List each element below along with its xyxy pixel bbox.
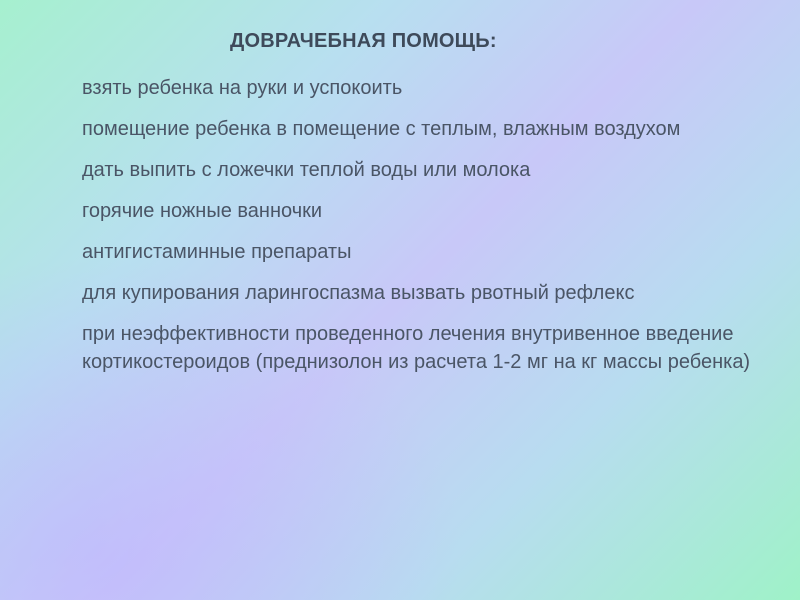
slide-title: ДОВРАЧЕБНАЯ ПОМОЩЬ: (230, 30, 497, 52)
list-item (44, 320, 764, 376)
list-item-text: антигистаминные препараты (82, 241, 352, 263)
list-item-text: дать выпить с ложечки теплой воды или молока (82, 159, 531, 181)
list-item-text: для купирования ларингоспазма вызвать рвотный рефлекс (82, 282, 635, 304)
list-item-text: взять ребенка на руки и успокоить (82, 77, 403, 99)
list-item (44, 279, 764, 307)
list-item (44, 238, 764, 266)
list-item-text: при неэффективности проведенного лечения внутривенное введение кортикостероидов (преднизолон из расчета 1-2 мг на кг массы ребенка) (82, 323, 751, 373)
list-item (44, 197, 764, 225)
first-aid-list (44, 74, 764, 389)
list-item (44, 115, 764, 143)
list-item (44, 74, 764, 102)
list-item-text: помещение ребенка в помещение с теплым, влажным воздухом (82, 118, 681, 140)
list-item-text: горячие ножные ванночки (82, 200, 323, 222)
list-item (44, 156, 764, 184)
